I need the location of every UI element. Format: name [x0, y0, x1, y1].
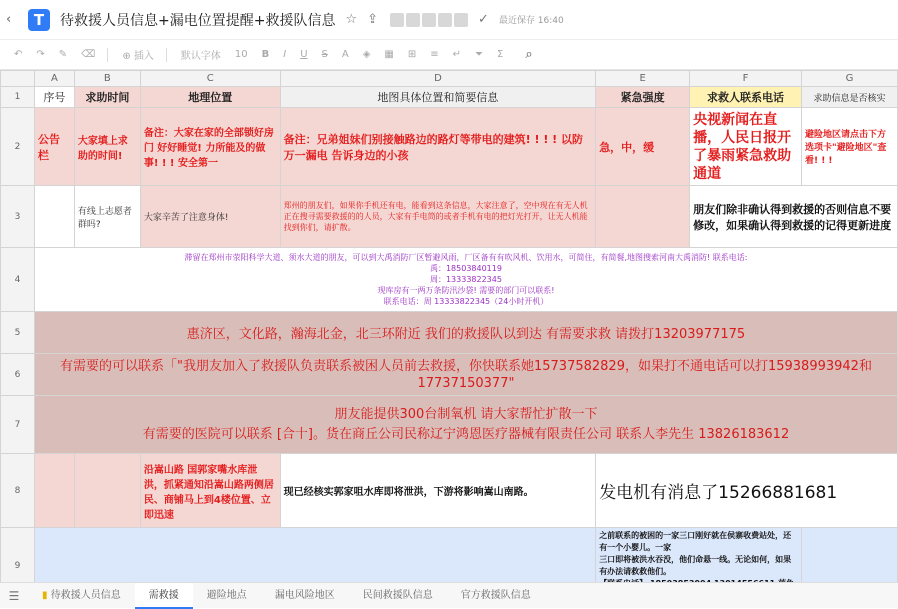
back-icon[interactable]: ‹ [6, 12, 12, 27]
sheet-table [0, 70, 898, 605]
cell[interactable]: 公告栏 [34, 108, 74, 186]
tab-sheet[interactable]: 漏电风险地区 [274, 589, 335, 601]
fill-color-icon[interactable]: ◈ [362, 49, 371, 60]
strikethrough-icon[interactable]: S [321, 49, 328, 60]
cell[interactable] [74, 454, 140, 528]
cell[interactable]: 急，中，缓 [596, 108, 690, 186]
table-row [1, 354, 898, 396]
column-header[interactable]: C [140, 71, 280, 87]
cell[interactable] [34, 454, 74, 528]
wrap-icon[interactable]: ↵ [452, 49, 462, 60]
border-icon[interactable]: ▦ [384, 49, 394, 60]
sheet-tab-bar [0, 582, 898, 608]
row-number[interactable]: 9 [1, 528, 35, 605]
cell[interactable]: 沿嵩山路 国郭家嘴水库泄洪，抓紧通知沿嵩山路两侧居民、商铺马上到4楼位置、立即迅速 [140, 454, 280, 528]
notice-line: 现库房有一两万条防汛沙袋! 需要的部门可以联系! [377, 286, 555, 295]
text-color-icon[interactable]: A [341, 49, 349, 60]
row-number[interactable]: 6 [1, 354, 35, 396]
row-number[interactable]: 4 [1, 248, 35, 312]
column-header-row [1, 71, 898, 87]
row-number[interactable]: 7 [1, 396, 35, 454]
avatar[interactable] [422, 13, 436, 27]
cell[interactable]: 地理位置 [140, 87, 280, 108]
column-header[interactable]: F [690, 71, 802, 87]
table-row [1, 87, 898, 108]
sigma-icon[interactable]: Σ [497, 49, 504, 60]
table-row [1, 248, 898, 312]
star-icon[interactable]: ☆ [345, 12, 358, 27]
share-icon[interactable]: ⇪ [367, 12, 379, 27]
top-bar [0, 0, 898, 40]
avatar[interactable] [454, 13, 468, 27]
insert-label: 插入 [133, 51, 154, 62]
cell[interactable]: 紧急强度 [596, 87, 690, 108]
merged-cell[interactable]: 有需要的可以联系「"我朋友加入了救援队负责联系被困人员前去救援，你快联系她15737582829，如果打不通电话可以打15938993942和17737150377" [34, 354, 897, 396]
cell[interactable] [34, 186, 74, 248]
tab-label: 待救援人员信息 [50, 589, 121, 601]
merged-cell[interactable] [34, 248, 897, 312]
cell[interactable]: 求救人联系电话 [690, 87, 802, 108]
row-number[interactable]: 1 [1, 87, 35, 108]
tab-sheet[interactable]: 官方救援队信息 [460, 589, 531, 601]
collaborator-avatars[interactable] [390, 13, 468, 27]
cell[interactable]: 地图具体位置和简要信息 [280, 87, 596, 108]
cell[interactable]: 求助时间 [74, 87, 140, 108]
cell[interactable]: 央视新闻在直播，人民日报开了暴雨紧急救助通道 [690, 108, 802, 186]
check-circle-icon: ✓ [478, 12, 489, 27]
tab-sheet-active[interactable]: 需救援 [135, 583, 193, 609]
filter-icon[interactable]: ⏷ [475, 49, 484, 60]
merge-icon[interactable]: ⊞ [407, 49, 417, 60]
cell[interactable]: 避险地区请点击下方选项卡"避险地区"查看! ! ! [801, 108, 897, 186]
cell[interactable]: 备注：大家在家的全部锁好房门 好好睡觉! 力所能及的做事! ! ! 安全第一 [140, 108, 280, 186]
merged-cell[interactable]: 惠济区，文化路，瀚海北金，北三环附近 我们的救援队以到达 有需要求救 请拨打13203977175 [34, 312, 897, 354]
table-row [1, 454, 898, 528]
table-row [1, 108, 898, 186]
align-icon[interactable]: ≡ [430, 49, 439, 60]
notice-line: 三口即将被洪水吞没，他们命悬一线。无论如何，如果有办法请救救他们。 [599, 555, 792, 576]
clear-format-icon[interactable]: ⌫ [81, 49, 96, 60]
bold-icon[interactable]: B [261, 49, 270, 60]
cell[interactable]: 大家辛苦了注意身体! [140, 186, 280, 248]
cell[interactable]: 朋友们除非确认得到救援的否则信息不要修改，如果确认得到救援的记得更新进度 [690, 186, 898, 248]
cell[interactable]: 大家填上求助的时间! [74, 108, 140, 186]
underline-icon[interactable]: U [300, 49, 308, 60]
formatting-toolbar [0, 40, 898, 70]
notice-line: 周：13333822345 [429, 275, 502, 284]
notice-line: 滞留在郑州市荥阳科学大道、须水大道的朋友，可以到大禹消防厂区暂避风雨，厂区备有有吹风机、饮用水，可简住，有简餐,地图搜索河南大禹消防! 联系电话: [184, 253, 748, 262]
divider [166, 48, 167, 62]
cell[interactable]: 备注：兄弟姐妹们别接触路边的路灯等带电的建筑! ! ! ! 以防万一漏电 告诉身边的小孩 [280, 108, 596, 186]
insert-button[interactable]: ⊕ 插入 [122, 51, 154, 62]
notice-line: 朋友能提供300台制氧机 请大家帮忙扩散一下 [334, 406, 598, 422]
row-number[interactable]: 3 [1, 186, 35, 248]
font-size-select[interactable]: 10 [234, 49, 248, 60]
row-number[interactable]: 8 [1, 454, 35, 528]
save-status: 最近保存 16:40 [498, 16, 564, 26]
cell[interactable]: 郑州的朋友们，如果你手机还有电，能看到这条信息，大家注意了，空中现在有无人机正在搜寻需要救援的的人员，大家有手电筒的或者手机有电的把灯光打开，让无人机能找到你们，请扩散。 [280, 186, 596, 248]
table-row [1, 396, 898, 454]
tab-sheet[interactable] [28, 583, 135, 609]
divider [107, 48, 108, 62]
column-header[interactable]: A [34, 71, 74, 87]
column-header[interactable]: B [74, 71, 140, 87]
notice-line: 之前联系的被困的一家三口刚好就在侯寨收费站处，还有一个小婴儿。一家 [599, 531, 792, 552]
app-logo: T [28, 9, 50, 31]
cell[interactable]: 序号 [34, 87, 74, 108]
format-painter-icon[interactable]: ✎ [58, 49, 68, 60]
tab-sheet[interactable]: 避险地点 [206, 589, 247, 601]
cell[interactable]: 现已经核实郭家咀水库即将泄洪，下游将影响嵩山南路。 [280, 454, 596, 528]
column-header[interactable]: G [801, 71, 897, 87]
table-row [1, 312, 898, 354]
cell[interactable]: 有线上志愿者群吗? [74, 186, 140, 248]
font-select[interactable]: 默认字体 [180, 51, 221, 62]
document-title[interactable]: 待救援人员信息+漏电位置提醒+救援队信息 [60, 12, 336, 29]
row-number[interactable]: 5 [1, 312, 35, 354]
redo-icon[interactable]: ↷ [36, 49, 45, 60]
undo-icon[interactable]: ↶ [14, 49, 23, 60]
column-header[interactable]: D [280, 71, 596, 87]
avatar[interactable] [438, 13, 452, 27]
notice-line: 联系电话：周 13333822345（24小时开机） [383, 297, 549, 306]
italic-icon[interactable]: I [283, 49, 287, 60]
table-row [1, 186, 898, 248]
sheet-list-icon[interactable]: ☰ [8, 588, 20, 603]
notice-line: 禹：18503840119 [429, 264, 502, 273]
spreadsheet-grid[interactable] [0, 70, 898, 582]
cell[interactable]: 发电机有消息了15266881681 [596, 454, 898, 528]
tab-sheet-icon: ▮ [42, 589, 48, 601]
notice-line: 有需要的医院可以联系 [合十]。货在商丘公司民称辽宁鸿恩医疗器械有限责任公司 联系人李先生 13826183612 [142, 426, 790, 442]
cell[interactable] [596, 186, 690, 248]
cell[interactable]: 求助信息是否核实 [801, 87, 897, 108]
search-icon[interactable]: ⌕ [525, 47, 533, 62]
column-header[interactable]: E [596, 71, 690, 87]
tab-sheet[interactable]: 民间救援队信息 [362, 589, 433, 601]
avatar[interactable] [390, 13, 404, 27]
row-number[interactable]: 2 [1, 108, 35, 186]
merged-cell[interactable] [34, 396, 897, 454]
select-all-corner[interactable] [1, 71, 35, 87]
avatar[interactable] [406, 13, 420, 27]
